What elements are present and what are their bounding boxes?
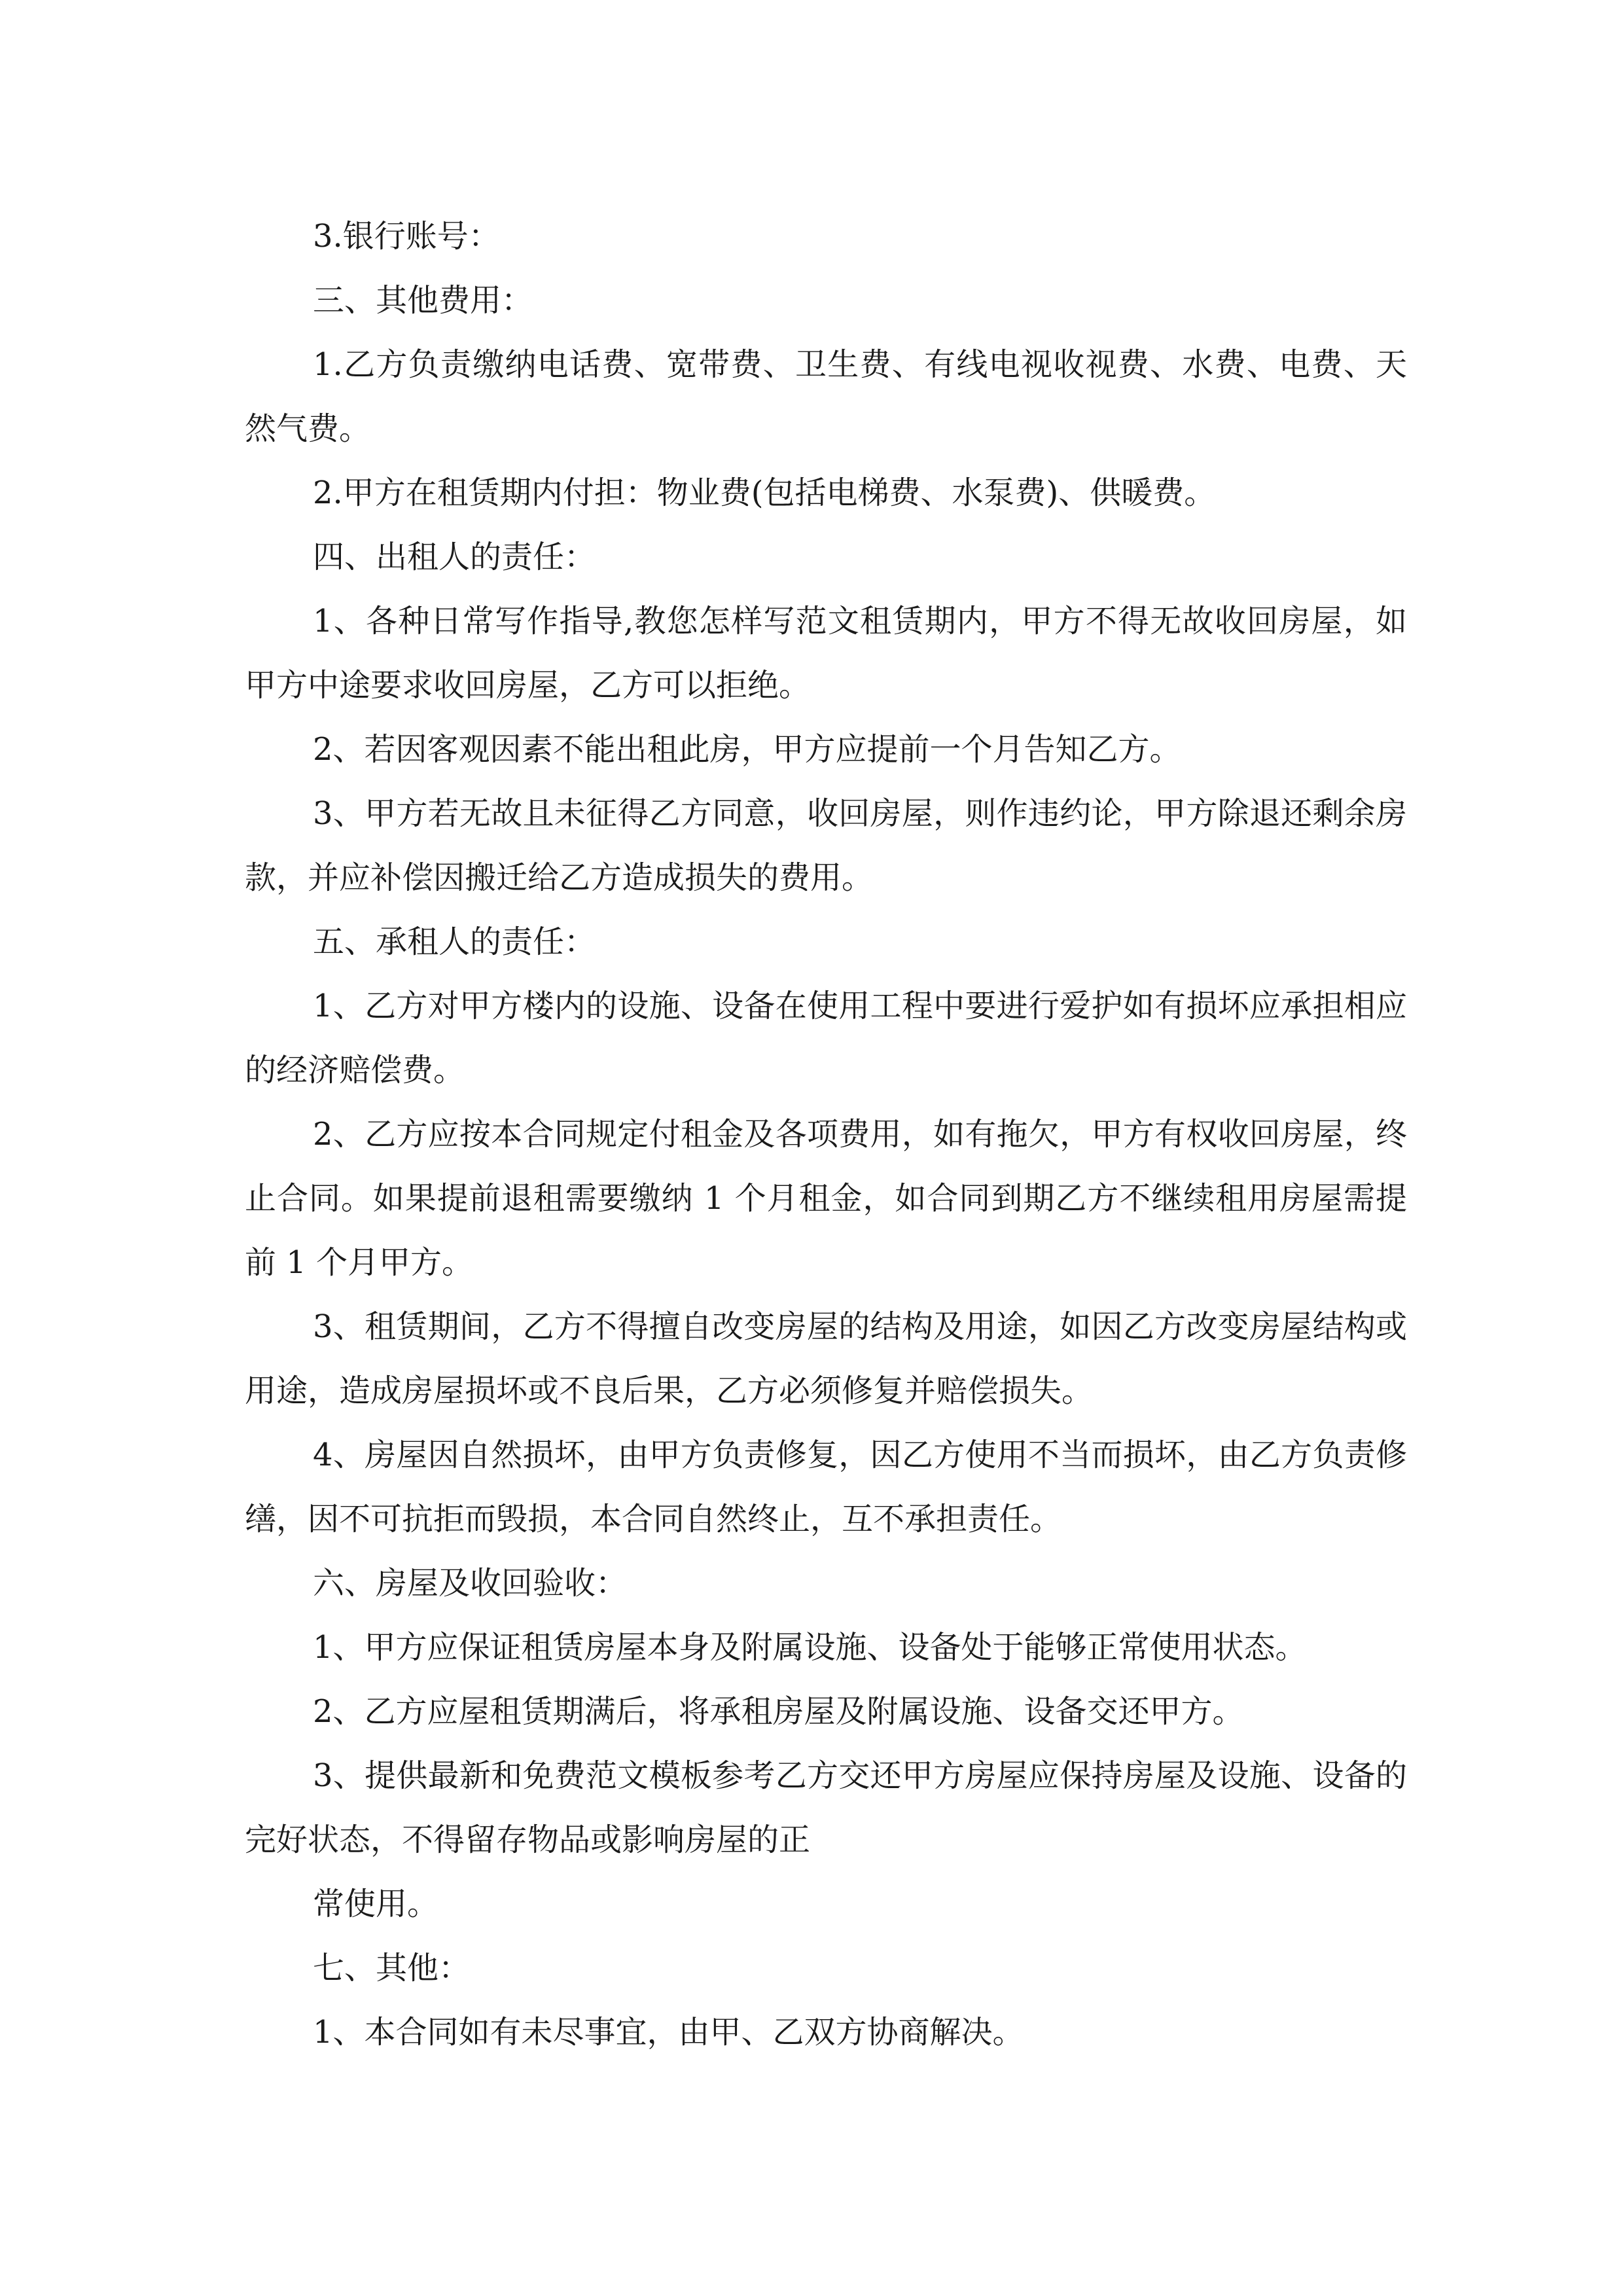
paragraph: 3、提供最新和免费范文模板参考乙方交还甲方房屋应保持房屋及设施、设备的完好状态，不得留存物品或影响房屋的正 bbox=[245, 1757, 1407, 1858]
paragraph: 1、本合同如有未尽事宜，由甲、乙双方协商解决。 bbox=[313, 2014, 1024, 2051]
paragraph: 1.乙方负责缴纳电话费、宽带费、卫生费、有线电视收视费、水费、电费、天然气费。 bbox=[245, 346, 1407, 447]
paragraph: 3、甲方若无故且未征得乙方同意，收回房屋，则作违约论，甲方除退还剩余房款，并应补偿因搬迁给乙方造成损失的费用。 bbox=[245, 795, 1407, 896]
section-heading-other-fees: 三、其他费用： bbox=[313, 282, 533, 319]
paragraph-bank-account: 3.银行账号： bbox=[313, 218, 500, 255]
paragraph: 4、房屋因自然损坏，由甲方负责修复，因乙方使用不当而损坏，由乙方负责修缮，因不可抗拒而毁损，本合同自然终止，互不承担责任。 bbox=[245, 1437, 1407, 1537]
paragraph: 2、乙方应按本合同规定付租金及各项费用，如有拖欠，甲方有权收回房屋，终止合同。如果提前退租需要缴纳 1 个月租金，如合同到期乙方不继续租用房屋需提前 1 个月甲方。 bbox=[245, 1116, 1407, 1281]
paragraph: 1、乙方对甲方楼内的设施、设备在使用工程中要进行爱护如有损坏应承担相应的经济赔偿费。 bbox=[245, 988, 1407, 1088]
section-heading-lessor-duties: 四、出租人的责任： bbox=[313, 539, 596, 575]
paragraph: 常使用。 bbox=[313, 1886, 439, 1922]
paragraph: 2.甲方在租赁期内付担：物业费(包括电梯费、水泵费)、供暖费。 bbox=[313, 475, 1216, 511]
document-body bbox=[245, 204, 1407, 2064]
section-heading-others: 七、其他： bbox=[313, 1950, 471, 1986]
paragraph: 1、各种日常写作指导,教您怎样写范文租赁期内，甲方不得无故收回房屋，如甲方中途要求收回房屋，乙方可以拒绝。 bbox=[245, 603, 1407, 704]
section-heading-inspection: 六、房屋及收回验收： bbox=[313, 1565, 628, 1602]
paragraph: 2、若因客观因素不能出租此房，甲方应提前一个月告知乙方。 bbox=[313, 731, 1181, 768]
paragraph: 3、租赁期间，乙方不得擅自改变房屋的结构及用途，如因乙方改变房屋结构或用途，造成房屋损坏或不良后果，乙方必须修复并赔偿损失。 bbox=[245, 1308, 1407, 1409]
paragraph: 2、乙方应屋租赁期满后，将承租房屋及附属设施、设备交还甲方。 bbox=[313, 1693, 1244, 1730]
paragraph: 1、甲方应保证租赁房屋本身及附属设施、设备处于能够正常使用状态。 bbox=[313, 1629, 1307, 1666]
section-heading-lessee-duties: 五、承租人的责任： bbox=[313, 924, 596, 960]
